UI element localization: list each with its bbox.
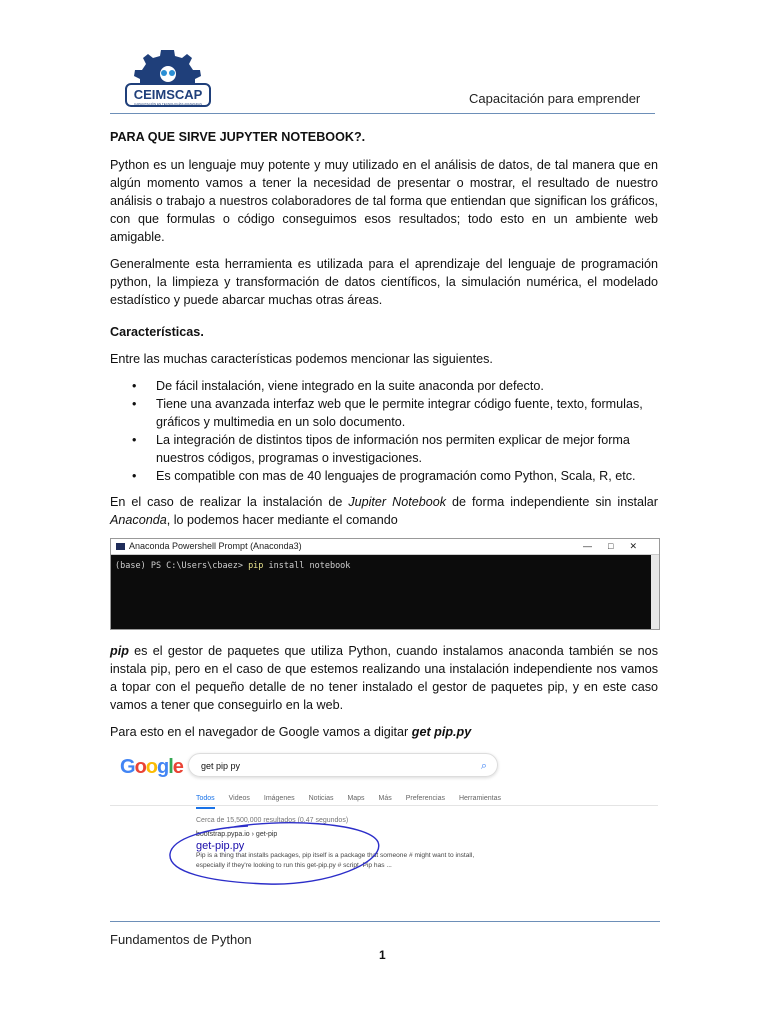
footer-title: Fundamentos de Python xyxy=(110,932,252,947)
paragraph-usage: Generalmente esta herramienta es utilizada para el aprendizaje del lenguaje de programación python, la limpieza y transformación de datos científicos, la simulación numérica, el modelado estadístico y puede abarcar muchas otras áreas. xyxy=(110,257,658,307)
result-title: get-pip.py xyxy=(196,840,245,852)
list-item: • Es compatible con mas de 40 lenguajes de programación como Python, Scala, R, etc. xyxy=(132,469,636,483)
logo-text: CEIMSCAP xyxy=(133,87,203,102)
google-divider xyxy=(110,805,658,806)
page-number: 1 xyxy=(379,948,386,962)
footer-divider xyxy=(110,921,660,922)
features-list xyxy=(110,377,658,485)
hand-drawn-circle xyxy=(158,820,388,890)
list-item: • Tiene una avanzada interfaz web que le permite integrar código fuente, texto, formulas, gráficos y multimedia en un solo documento. xyxy=(132,397,643,429)
paragraph-pip: pip es el gestor de paquetes que utiliza Python, cuando instalamos anaconda también se nos instala pip, pero en el caso de que estemos realizando una instalación independiente nos vamos a topar con el pequeño detalle de no tener instalado el gestor de paquetes pip, y en este caso vamos a tener que conseguirlo en la web. xyxy=(110,644,658,712)
bullet-icon: • xyxy=(132,433,137,447)
terminal-command-line: (base) PS C:\Users\cbaez> pip install notebook xyxy=(115,561,351,571)
bullet-icon: • xyxy=(132,469,137,483)
result-description: Pip is a thing that installs packages, pip itself is a package that someone # might want to install, especially if they're looking to run this get-pip.py # script. Pip has ... xyxy=(196,852,475,869)
list-item: • La integración de distintos tipos de información nos permiten explicar de mejor forma nuestros códigos, programas o investigaciones. xyxy=(132,433,630,465)
terminal-icon xyxy=(116,543,125,550)
google-stats: Cerca de 15,500,000 resultados (0.47 segundos) xyxy=(196,817,349,824)
list-item: • De fácil instalación, viene integrado en la suite anaconda por defecto. xyxy=(132,379,544,393)
terminal-scrollbar xyxy=(651,555,659,629)
google-search-screenshot xyxy=(110,750,658,890)
google-tabs: Todos Videos Imágenes Noticias Maps Más Preferencias Herramientas xyxy=(196,790,513,808)
features-intro: Entre las muchas características podemos mencionar las siguientes. xyxy=(110,352,493,366)
logo-subtext: CAPACITACIÓN EN TECNOLOGÍAS AVANZADAS xyxy=(134,102,202,106)
ceimscap-logo xyxy=(112,46,224,112)
bullet-icon: • xyxy=(132,397,137,411)
header-divider xyxy=(110,113,655,114)
search-icon: ⌕ xyxy=(480,760,487,772)
features-heading: Características. xyxy=(110,325,204,339)
section-heading: PARA QUE SIRVE JUPYTER NOTEBOOK?. xyxy=(110,130,366,144)
google-search-box: get pip py ⌕ xyxy=(188,753,498,777)
terminal-screenshot xyxy=(110,538,660,630)
header-title: Capacitación para emprender xyxy=(469,91,641,106)
bullet-icon: • xyxy=(132,379,137,393)
paragraph-install: En el caso de realizar la instalación de Jupiter Notebook de forma independiente sin instalar Anaconda, lo podemos hacer mediante el comando xyxy=(110,495,658,527)
document-body xyxy=(110,128,658,890)
terminal-titlebar xyxy=(111,539,659,555)
window-controls: —□✕ xyxy=(583,541,653,551)
paragraph-google: Para esto en el navegador de Google vamos a digitar get pip.py xyxy=(110,725,472,739)
google-logo: Google xyxy=(120,756,183,778)
terminal-title: Anaconda Powershell Prompt (Anaconda3) xyxy=(129,541,302,551)
paragraph-intro: Python es un lenguaje muy potente y muy utilizado en el análisis de datos, de tal manera que en algún momento vamos a tener la necesidad de presentar o mostrar, el resultado de nuestro análisis o trabajo a nuestros colaboradores de tal forma que entiendan que significan los gráficos, con que formulas o código conseguimos esos resultados; todo esto en un ambiente web amigable. xyxy=(110,158,658,244)
result-url: bootstrap.pypa.io › get-pip xyxy=(196,831,278,838)
